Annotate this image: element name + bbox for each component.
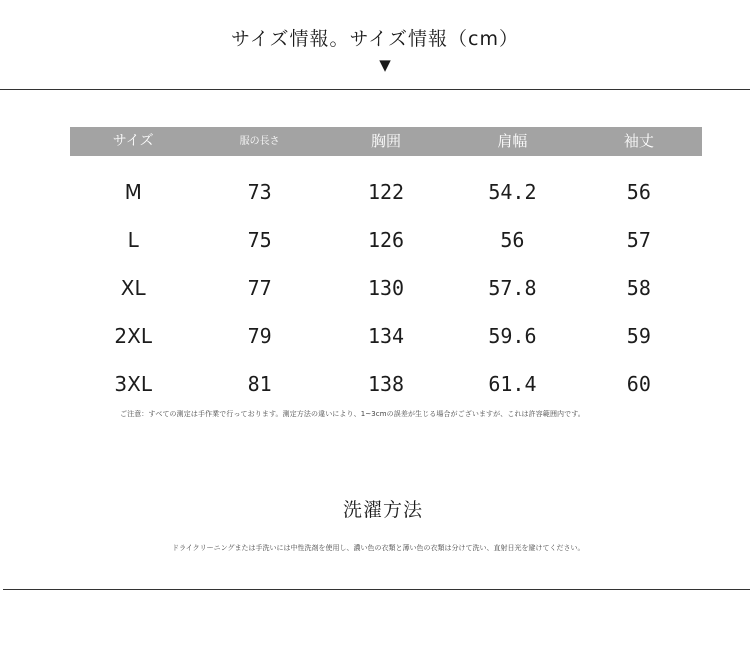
table-cell: 2XL [114,324,152,348]
table-row [70,216,702,264]
table-cell: 130 [367,276,405,300]
table-cell: XL [120,276,146,300]
table-cell: 122 [367,180,405,204]
measurement-note: ご注意：すべての測定は手作業で行っております。測定方法の違いにより、1~3cmの誤差が生じる場合がございますが、これは許容範囲内です。 [120,410,585,418]
table-cell: 58 [626,276,651,300]
table-cell: 81 [247,372,272,396]
care-instructions: ドライクリーニングまたは手洗いには中性洗剤を使用し、濃い色の衣類と薄い色の衣類は分けて洗い、直射日光を避けてください。 [172,544,585,552]
table-cell: 79 [247,324,272,348]
column-header-chest: 胸囲 [371,132,402,150]
table-cell: L [127,228,139,252]
column-header-size: サイズ [112,133,154,149]
divider-top [0,89,750,90]
table-header [70,127,702,156]
care-title: 洗濯方法 [342,499,423,521]
column-header-shoulder: 肩幅 [497,132,528,150]
table-cell: 126 [367,228,405,252]
table-cell: M [124,180,142,204]
table-cell: 77 [247,276,272,300]
table-cell: 54.2 [488,180,537,204]
table-body [70,168,702,408]
table-cell: 57.8 [488,276,537,300]
size-table [70,127,702,408]
table-row [70,264,702,312]
page-title: サイズ情報。サイズ情報（cm） [231,28,519,50]
table-cell: 57 [626,228,651,252]
table-cell: 59.6 [488,324,537,348]
table-cell: 61.4 [488,372,537,396]
table-cell: 134 [367,324,405,348]
table-cell: 59 [626,324,651,348]
table-cell: 56 [626,180,651,204]
table-cell: 56 [500,228,525,252]
table-cell: 73 [247,180,272,204]
table-cell: 3XL [114,372,152,396]
divider-bottom [3,589,750,590]
table-cell: 60 [626,372,651,396]
down-arrow-icon: ▼ [379,56,391,74]
table-cell: 138 [367,372,405,396]
table-cell: 75 [247,228,272,252]
column-header-sleeve: 袖丈 [623,132,654,150]
column-header-length: 服の長さ [239,136,280,147]
table-row [70,312,702,360]
table-row [70,360,702,408]
table-row [70,168,702,216]
